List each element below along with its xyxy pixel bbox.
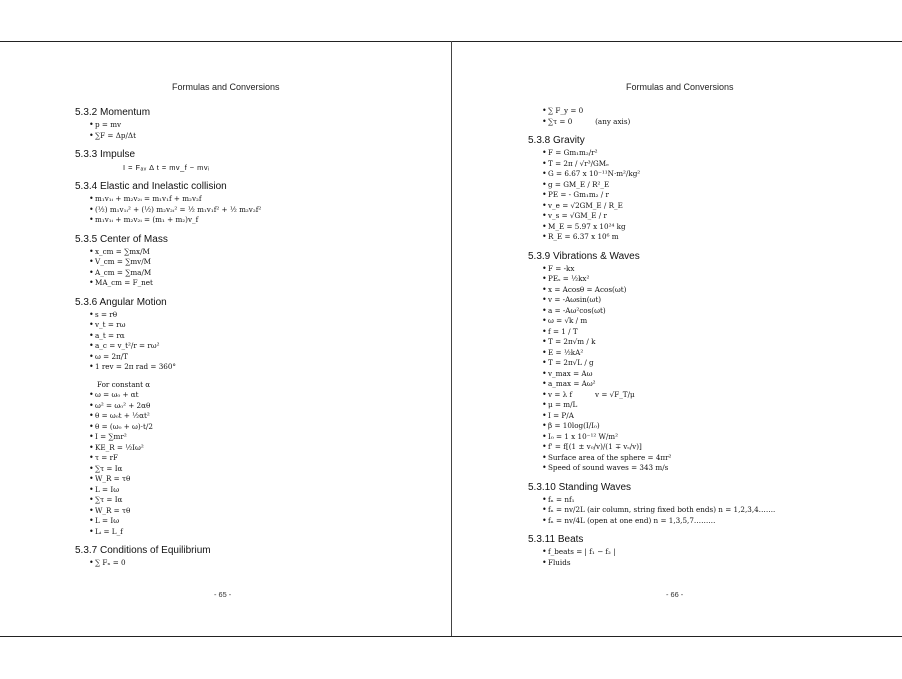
note-text: For constant α <box>97 379 151 389</box>
formula-item: • ω² = ω₀² + 2αθ <box>75 401 435 412</box>
formula-item: • I = P/A <box>528 411 888 422</box>
section-title: 5.3.2 Momentum <box>75 107 151 118</box>
left-page <box>0 42 451 636</box>
formula-item: • f = 1 / T <box>528 327 888 338</box>
formula-item: • v = -Aωsin(ωt) <box>528 295 888 306</box>
formula-item: • ∑τ = Iα <box>75 464 435 475</box>
section-title: 5.3.9 Vibrations & Waves <box>528 250 640 262</box>
formula-item: • MA_cm = F_net <box>75 278 435 289</box>
formula-item: • T = 2π√m / k <box>528 337 888 348</box>
formula-item: • 1 rev = 2π rad = 360° <box>75 362 435 373</box>
formula-item: • f' = f[(1 ± v₀/v)/(1 ∓ vₛ/v)] <box>528 442 888 453</box>
page-number: - 65 - <box>214 590 232 599</box>
spread-bottom-border <box>0 636 902 637</box>
formula-item: • τ = rF <box>75 453 435 464</box>
page-content <box>528 106 888 575</box>
section-equilibrium-continued <box>528 106 888 127</box>
section-impulse <box>75 148 435 173</box>
formula-item: • p = mv <box>75 120 435 131</box>
formula-item: • W_R = τθ <box>75 474 435 485</box>
section-vibrations-waves <box>528 250 888 474</box>
formula-item: • ∑ Fₓ = 0 <box>75 558 435 569</box>
section-title: 5.3.5 Center of Mass <box>75 233 168 245</box>
section-collision <box>75 180 435 226</box>
formula-item: • Surface area of the sphere = 4πr² <box>528 453 888 464</box>
section-equilibrium <box>75 544 435 569</box>
formula-item: • (½) m₁v₁ᵢ² + (½) m₂v₂ᵢ² = ½ m₁v₁f² + ½ m₂v₂f² <box>75 205 435 216</box>
page-content <box>75 106 435 576</box>
formula-item: • a_c = v_t²/r = rω² <box>75 341 435 352</box>
formula-item: • R_E = 6.37 x 10⁶ m <box>528 232 888 243</box>
section-title: 5.3.11 Beats <box>528 534 584 545</box>
section-title: 5.3.4 Elastic and Inelastic collision <box>75 181 227 192</box>
formula-item: • v_max = Aω <box>528 369 888 380</box>
formula-item: • s = rθ <box>75 310 435 321</box>
section-standing-waves <box>528 481 888 527</box>
formula-item: • m₁v₁ᵢ + m₂v₂ᵢ = (m₁ + m₂)v_f <box>75 215 435 226</box>
formula-item: • M_E = 5.97 x 10²⁴ kg <box>528 222 888 233</box>
page-number: - 66 - <box>666 590 684 599</box>
formula-item: • θ = (ω₀ + ω)·t/2 <box>75 422 435 433</box>
page-header: Formulas and Conversions <box>626 82 734 92</box>
formula-item: • PEₛ = ½kx² <box>528 274 888 285</box>
section-title: 5.3.6 Angular Motion <box>75 296 167 308</box>
formula-item: • V_cm = ∑mv/M <box>75 257 435 268</box>
section-title: 5.3.10 Standing Waves <box>528 481 632 493</box>
formula-item: • a_max = Aω² <box>528 379 888 390</box>
formula-item: • x = Acosθ = Acos(ωt) <box>528 285 888 296</box>
formula-item: • ∑τ = Iα <box>75 495 435 506</box>
section-gravity <box>528 134 888 243</box>
formula-item: • F = -kx <box>528 264 888 275</box>
section-angular-motion <box>75 296 435 538</box>
formula-item: • v = λ f v = √F_T/μ <box>528 390 888 401</box>
formula-item: • T = 2π / √r³/GMₑ <box>528 159 888 170</box>
formula-item: • x_cm = ∑mx/M <box>75 247 435 258</box>
formula-item: • Fluids <box>528 558 888 569</box>
section-title: 5.3.7 Conditions of Equilibrium <box>75 545 211 556</box>
formula-item: • v_e = √2GM_E / R_E <box>528 201 888 212</box>
formula-item: • μ = m/L <box>528 400 888 411</box>
formula-item: • Lᵢ = L_f <box>75 527 435 538</box>
formula-item: • fₙ = nv/4L (open at one end) n = 1,3,5,7……… <box>528 516 888 527</box>
formula-item: • ∑F = Δp/Δt <box>75 131 435 142</box>
formula-item: • W_R = τθ <box>75 506 435 517</box>
formula-item: • v_t = rω <box>75 320 435 331</box>
formula-item: • G = 6.67 x 10⁻¹¹N·m²/kg² <box>528 169 888 180</box>
formula-item: • ω = 2π/T <box>75 352 435 363</box>
formula-item: • E = ½kA² <box>528 348 888 359</box>
impulse-formula: I = Fₐᵥ Δ t = mv_f − mvᵢ <box>123 163 210 172</box>
formula-item: • ω = ω₀ + αt <box>75 390 435 401</box>
formula-item: • a_t = rα <box>75 331 435 342</box>
formula-item: • Speed of sound waves = 343 m/s <box>528 463 888 474</box>
formula-item: • L = Iω <box>75 516 435 527</box>
formula-item: • a = -Aω²cos(ωt) <box>528 306 888 317</box>
right-page <box>452 42 902 636</box>
formula-item: • θ = ω₀t + ½αt² <box>75 411 435 422</box>
formula-item: • A_cm = ∑ma/M <box>75 268 435 279</box>
formula-item: • m₁v₁ᵢ + m₂v₂ᵢ = m₁v₁f + m₂v₂f <box>75 194 435 205</box>
formula-item: • I₀ = 1 x 10⁻¹² W/m² <box>528 432 888 443</box>
formula-item: • PE = - Gm₁m₂ / r <box>528 190 888 201</box>
formula-item: • I = ∑mr² <box>75 432 435 443</box>
formula-item: • g = GM_E / R²_E <box>528 180 888 191</box>
formula-item: • ∑τ = 0 (any axis) <box>528 117 888 128</box>
formula-item: • fₙ = nv/2L (air column, string fixed both ends) n = 1,2,3,4……. <box>528 505 888 516</box>
formula-item: • T = 2π√L / g <box>528 358 888 369</box>
formula-item: • KE_R = ½Iω² <box>75 443 435 454</box>
formula-item: • L = Iω <box>75 485 435 496</box>
page-header: Formulas and Conversions <box>172 82 280 92</box>
section-title: 5.3.8 Gravity <box>528 135 585 146</box>
formula-item: • f_beats = | f₁ − f₂ | <box>528 547 888 558</box>
formula-item: • β = 10log(I/I₀) <box>528 421 888 432</box>
section-beats <box>528 533 888 568</box>
spacer <box>75 373 435 380</box>
formula-item: • F = Gm₁m₂/r² <box>528 148 888 159</box>
section-center-of-mass <box>75 233 435 289</box>
section-momentum <box>75 106 435 141</box>
formula-item: • v_s = √GM_E / r <box>528 211 888 222</box>
section-title: 5.3.3 Impulse <box>75 149 136 160</box>
formula-item: • fₙ = nf₁ <box>528 495 888 506</box>
formula-item: • ∑ F_y = 0 <box>528 106 888 117</box>
formula-item: • ω = √k / m <box>528 316 888 327</box>
